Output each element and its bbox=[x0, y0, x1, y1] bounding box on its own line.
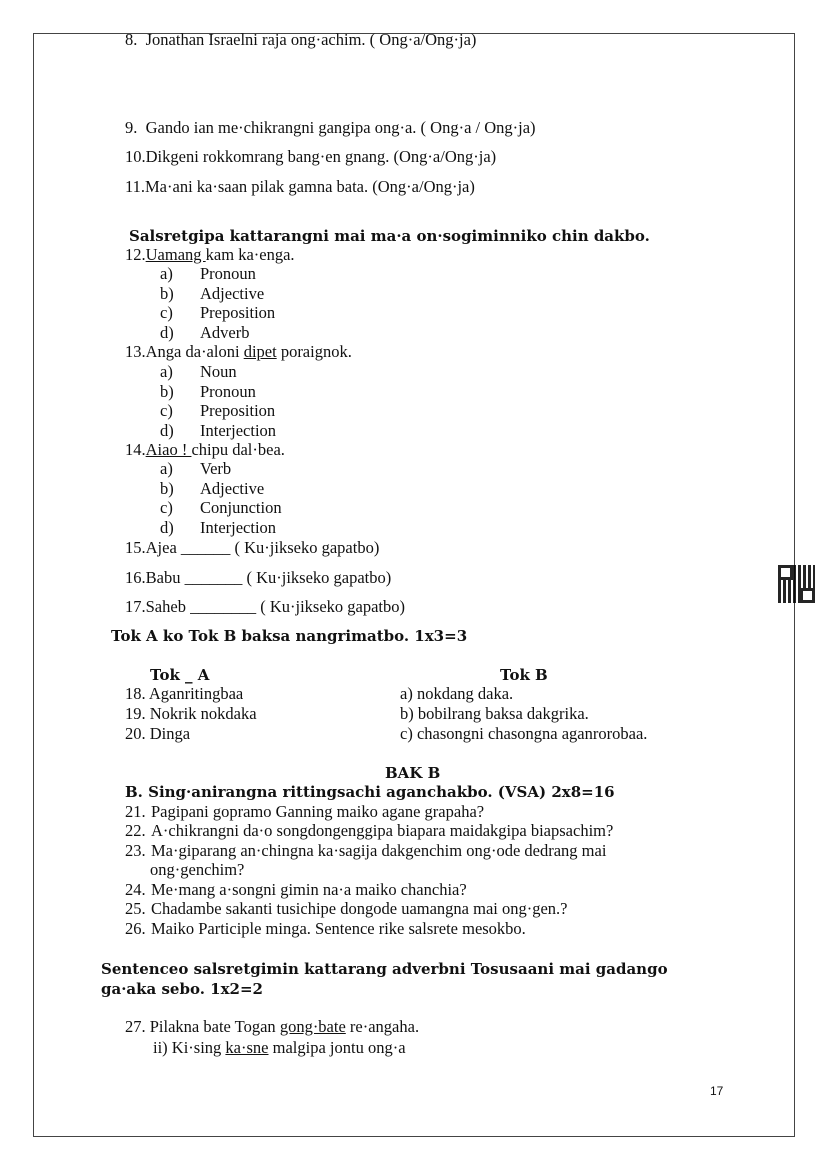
vsa-question-text: Ma·giparang an·chingna ka·sagija dakgenchim ong·ode dedrang mai bbox=[151, 841, 607, 860]
question-9: 9. Gando ian me·chikrangni gangipa ong·a. ( Ong·a / Ong·ja) bbox=[125, 118, 536, 137]
answer-option-text: a) bbox=[160, 459, 173, 478]
answer-option-text: Adjective bbox=[200, 283, 265, 303]
question-10: 10.Dikgeni rokkomrang bang·en gnang. (Ong·a/Ong·ja) bbox=[125, 147, 497, 166]
vsa-question-text: 24. bbox=[125, 880, 146, 899]
vsa-question-text: Maiko Participle minga. Sentence rike salsrete mesokbo. bbox=[151, 919, 526, 938]
match-right-item-text: a) nokdang daka. bbox=[400, 684, 514, 703]
question-14: 14.Aiao ! chipu dal·bea. bbox=[125, 440, 285, 459]
question-8: 8. Jonathan Israelni raja ong·achim. ( Ong·a/Ong·ja) bbox=[125, 30, 477, 49]
vsa-question-text: A·chikrangni da·o songdongenggipa biapara maidakgipa biapsachim? bbox=[151, 821, 614, 840]
vsa-question-text: ong·genchim? bbox=[150, 860, 245, 879]
vsa-question-text: Me·mang a·songni gimin na·a maiko chanchia? bbox=[151, 880, 467, 899]
question-13: 13.Anga da·aloni dipet poraignok. bbox=[125, 342, 352, 361]
answer-option-text: Adverb bbox=[200, 322, 250, 342]
answer-option-text: d) bbox=[160, 420, 174, 440]
qr-code bbox=[778, 565, 815, 603]
answer-option-text: a) bbox=[160, 362, 173, 381]
match-left-item-text: 20. Dinga bbox=[125, 724, 191, 743]
vsa-question-text: Chadambe sakanti tusichipe dongode uamangna mai ong·gen.? bbox=[151, 899, 568, 918]
answer-option-text: c) bbox=[160, 303, 173, 323]
question-12: 12.Uamang kam ka·enga. bbox=[125, 245, 295, 264]
answer-option-text: Pronoun bbox=[200, 381, 256, 401]
answer-option-text: Verb bbox=[200, 459, 232, 478]
answer-option-text: Preposition bbox=[200, 401, 276, 421]
question-15: 15.Ajea ______ ( Ku·jikseko gapatbo) bbox=[125, 538, 380, 557]
match-right-item bbox=[400, 684, 513, 704]
question-16: 16.Babu _______ ( Ku·jikseko gapatbo) bbox=[125, 568, 392, 587]
answer-option-text: Conjunction bbox=[200, 498, 282, 518]
vsa-question-text: 25. bbox=[125, 899, 146, 918]
match-left-item-text: 19. Nokrik nokdaka bbox=[125, 704, 257, 723]
section-heading-adverb: Sentenceo salsretgimin kattarang adverbni Tosusaani mai gadango bbox=[101, 960, 668, 978]
page-number: 17 bbox=[710, 1084, 724, 1098]
match-left-item bbox=[125, 704, 257, 724]
match-right-item-text: b) bobilrang baksa dakgrika. bbox=[400, 704, 589, 723]
match-right-item-text: c) chasongni chasongna aganrorobaa. bbox=[400, 724, 648, 743]
vsa-question-text: 26. bbox=[125, 919, 146, 938]
answer-option-text: a) bbox=[160, 264, 173, 283]
answer-option-text: Adjective bbox=[200, 478, 265, 498]
answer-option-text: d) bbox=[160, 517, 174, 537]
vsa-question-text: Pagipani gopramo Ganning maiko agane grapaha? bbox=[151, 802, 485, 821]
answer-option-text: b) bbox=[160, 283, 174, 303]
answer-option-text: Preposition bbox=[200, 303, 276, 323]
answer-option-text: Pronoun bbox=[200, 264, 256, 283]
answer-option-text: Interjection bbox=[200, 517, 277, 537]
match-right-item bbox=[400, 704, 589, 724]
section-heading-vsa: B. Sing·anirangna rittingsachi aganchakbo. (VSA) 2x8=16 bbox=[125, 783, 615, 801]
answer-option-text: Interjection bbox=[200, 420, 277, 440]
column-b-header: Tok B bbox=[500, 666, 548, 684]
answer-option-text: Noun bbox=[200, 362, 237, 381]
question-11: 11.Ma·ani ka·saan pilak gamna bata. (Ong·a/Ong·ja) bbox=[125, 177, 475, 196]
column-a-header: Tok _ A bbox=[150, 666, 210, 684]
question-17: 17.Saheb ________ ( Ku·jikseko gapatbo) bbox=[125, 597, 405, 616]
vsa-question-text: 22. bbox=[125, 821, 146, 840]
answer-option-text: d) bbox=[160, 322, 174, 342]
match-left-item bbox=[125, 724, 190, 744]
answer-option-text: c) bbox=[160, 498, 173, 518]
answer-option-text: c) bbox=[160, 401, 173, 421]
match-left-item-text: 18. Aganritingbaa bbox=[125, 684, 244, 703]
match-left-item bbox=[125, 684, 243, 704]
vsa-question-text: 21. bbox=[125, 802, 146, 821]
answer-option-text: b) bbox=[160, 478, 174, 498]
section-heading-adverb-cont: ga·aka sebo. 1x2=2 bbox=[101, 980, 263, 998]
vsa-question-text: 23. bbox=[125, 841, 146, 860]
question-27-ii: ii) Ki·sing ka·sne malgipa jontu ong·a bbox=[153, 1038, 406, 1057]
match-right-item bbox=[400, 724, 647, 744]
part-b-heading: BAK B bbox=[385, 764, 441, 782]
section-heading-mcq: Salsretgipa kattarangni mai ma·a on·sogiminniko chin dakbo. bbox=[129, 227, 650, 245]
question-27: 27. Pilakna bate Togan gong·bate re·angaha. bbox=[125, 1017, 420, 1036]
answer-option-text: b) bbox=[160, 381, 174, 401]
section-heading-match: Tok A ko Tok B baksa nangrimatbo. 1x3=3 bbox=[111, 627, 468, 645]
